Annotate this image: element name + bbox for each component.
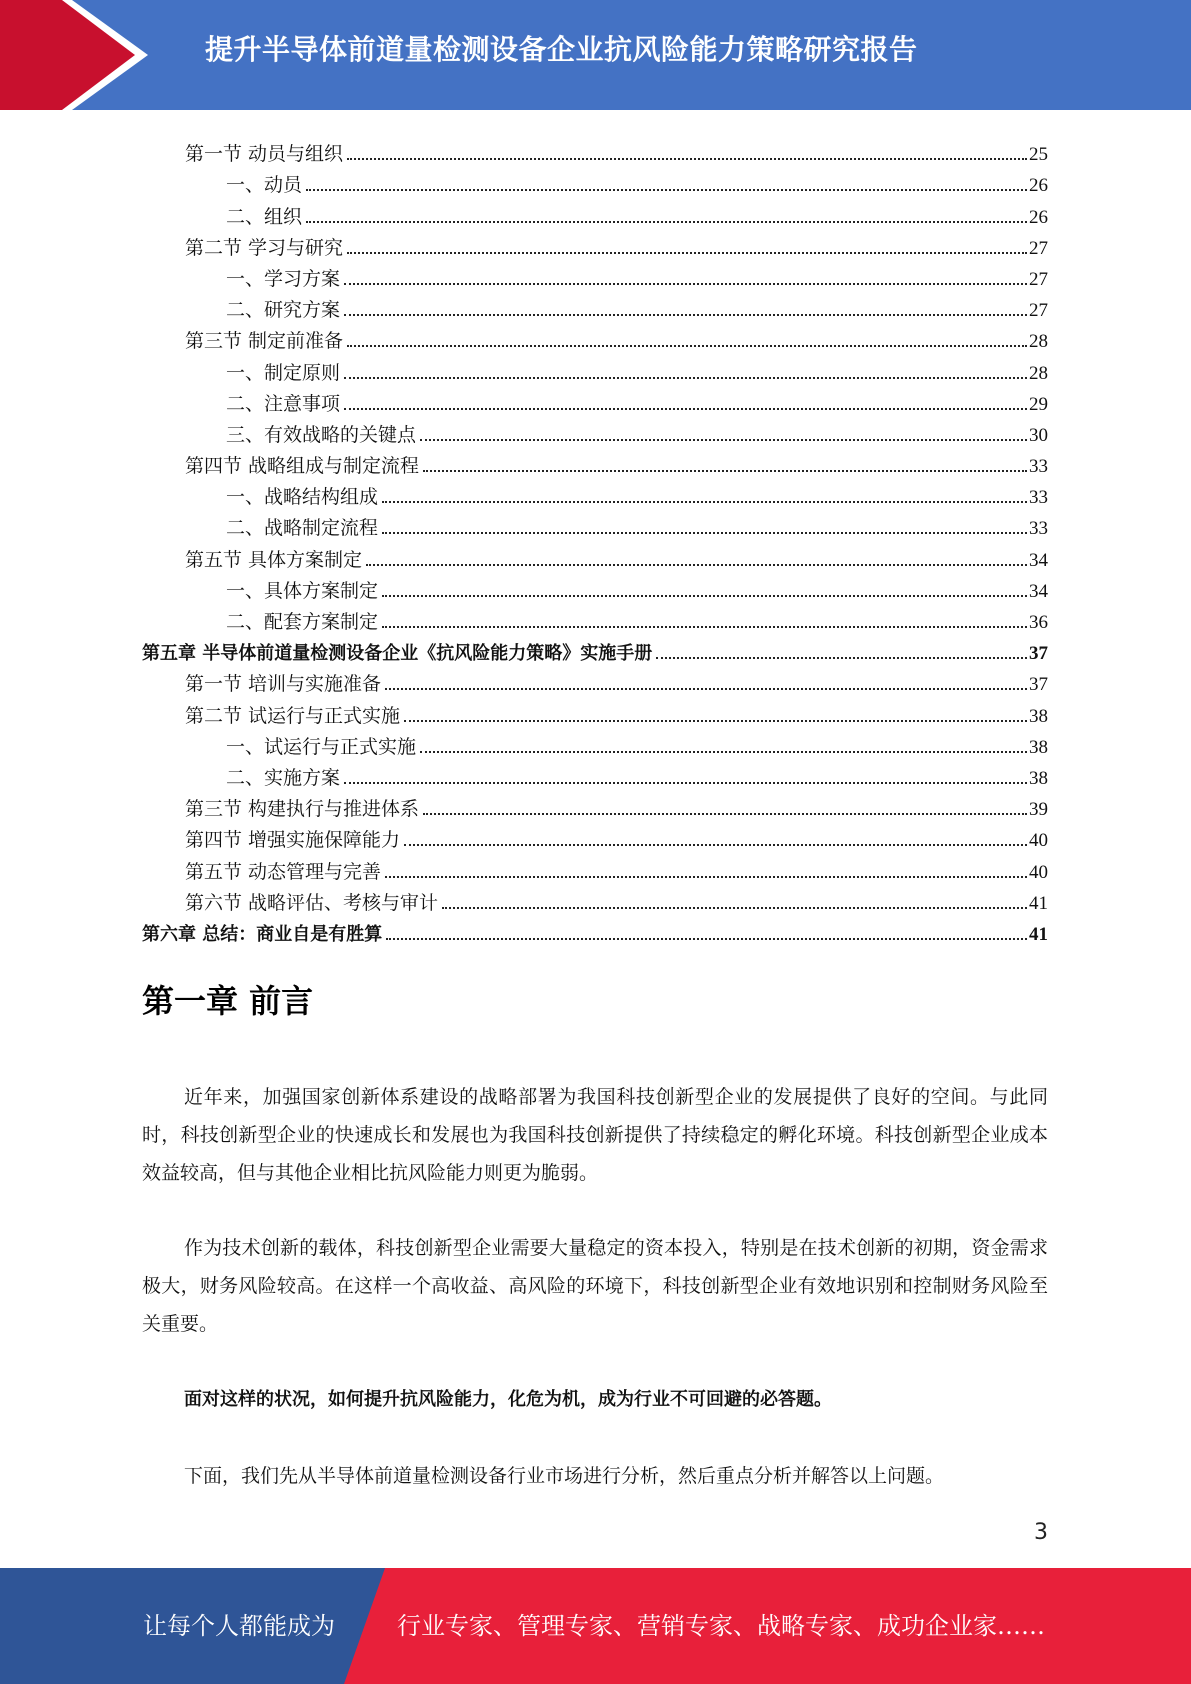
- paragraph-1: 近年来，加强国家创新体系建设的战略部署为我国科技创新型企业的发展提供了良好的空间。与此同时，科技创新型企业的快速成长和发展也为我国科技创新提供了持续稳定的孵化环境。科技创新型企业成本效益较高，但与其他企业相比抗风险能力则更为脆弱。: [142, 1086, 1048, 1184]
- toc-entry-title: 二、配套方案制定: [226, 611, 379, 633]
- toc-dot-leader: [423, 439, 1027, 472]
- toc-entry-title: 一、学习方案: [226, 267, 341, 290]
- toc-entry-title: 第六节 战略评估、考核与审计: [185, 891, 439, 914]
- toc-page-number: 27: [1029, 300, 1048, 322]
- toc-page-number: 25: [1029, 144, 1048, 166]
- paragraph-2: 作为技术创新的载体，科技创新型企业需要大量稳定的资本投入，特别是在技术创新的初期，资金需求极大，财务风险较高。在这样一个高收益、高风险的环境下，科技创新型企业有效地识别和控制财务风险至关重要。: [142, 1237, 1048, 1335]
- toc-page-number: 41: [1029, 892, 1048, 914]
- toc-page-number: 30: [1029, 424, 1048, 446]
- paragraph-3-emphasis: 面对这样的状况，如何提升抗风险能力，化危为机，成为行业不可回避的必答题。: [184, 1389, 832, 1410]
- toc-entry-title: 二、实施方案: [226, 766, 341, 789]
- toc-page-number: 28: [1029, 331, 1048, 353]
- toc-entry-title: 二、研究方案: [226, 299, 341, 322]
- toc-page-number: 37: [1029, 674, 1048, 696]
- toc-page-number: 38: [1029, 705, 1048, 727]
- footer-slogan-right: 行业专家、管理专家、营销专家、战略专家、成功企业家……: [397, 1612, 1045, 1640]
- toc-page-number: 41: [1029, 923, 1048, 945]
- toc-dot-leader: [385, 844, 1027, 877]
- toc-dot-leader: [382, 564, 1027, 597]
- toc-entry-title: 第四节 战略组成与制定流程: [185, 455, 420, 478]
- toc-entry-title: 第五节 具体方案制定: [185, 548, 363, 571]
- report-title: 提升半导体前道量检测设备企业抗风险能力策略研究报告: [205, 33, 918, 66]
- toc-entry-title: 一、试运行与正式实施: [226, 735, 417, 758]
- toc-dot-leader: [347, 314, 1027, 347]
- toc-page-number: 33: [1029, 518, 1048, 540]
- table-of-contents: [142, 127, 1048, 945]
- toc-dot-leader: [420, 720, 1027, 753]
- toc-dot-leader: [442, 876, 1027, 909]
- toc-entry-section[interactable]: [142, 127, 1048, 166]
- toc-page-number: 34: [1029, 549, 1048, 571]
- toc-page-number: 26: [1029, 175, 1048, 197]
- toc-entry-title: 二、注意事项: [226, 392, 341, 415]
- toc-entry-title: 三、有效战略的关键点: [226, 423, 417, 446]
- toc-entry-title: 第三节 制定前准备: [185, 330, 344, 353]
- toc-dot-leader: [656, 626, 1027, 659]
- paragraph-4: 下面，我们先从半导体前道量检测设备行业市场进行分析，然后重点分析并解答以上问题。: [184, 1465, 945, 1487]
- toc-page-number: 28: [1029, 362, 1048, 384]
- toc-dot-leader: [347, 221, 1027, 254]
- toc-dot-leader: [385, 657, 1027, 690]
- toc-dot-leader: [404, 813, 1027, 846]
- toc-dot-leader: [344, 283, 1027, 316]
- toc-entry-title: 第五章 半导体前道量检测设备企业《抗风险能力策略》实施手册: [142, 643, 653, 665]
- toc-page-number: 37: [1029, 643, 1048, 665]
- toc-entry-title: 第六章 总结：商业自是有胜算: [142, 923, 383, 945]
- footer-banner: [0, 1568, 1191, 1684]
- toc-page-number: 40: [1029, 861, 1048, 883]
- toc-dot-leader: [347, 127, 1027, 160]
- toc-page-number: 26: [1029, 206, 1048, 228]
- toc-dot-leader: [344, 345, 1027, 378]
- toc-page-number: 40: [1029, 830, 1048, 852]
- toc-dot-leader: [386, 907, 1027, 940]
- toc-entry-title: 第三节 构建执行与推进体系: [185, 798, 420, 821]
- footer-slogan-left: 让每个人都能成为: [143, 1612, 335, 1640]
- toc-dot-leader: [366, 532, 1027, 565]
- toc-entry-title: 一、具体方案制定: [226, 579, 379, 602]
- toc-page-number: 34: [1029, 580, 1048, 602]
- toc-dot-leader: [420, 408, 1027, 441]
- toc-entry-title: 第二节 试运行与正式实施: [185, 704, 401, 727]
- toc-page-number: 33: [1029, 487, 1048, 509]
- toc-entry-title: 第二节 学习与研究: [185, 236, 344, 259]
- toc-dot-leader: [344, 377, 1027, 410]
- toc-entry-title: 第五节 动态管理与完善: [185, 860, 382, 883]
- toc-dot-leader: [404, 688, 1027, 721]
- toc-dot-leader: [344, 751, 1027, 784]
- toc-page-number: 27: [1029, 268, 1048, 290]
- toc-page-number: 39: [1029, 799, 1048, 821]
- toc-dot-leader: [344, 252, 1027, 285]
- chapter-heading: 第一章 前言: [142, 982, 314, 1020]
- toc-entry-title: 二、组织: [226, 205, 303, 228]
- toc-entry-title: 一、战略结构组成: [226, 486, 379, 509]
- toc-page-number: 29: [1029, 393, 1048, 415]
- toc-dot-leader: [382, 501, 1027, 534]
- toc-entry-title: 第一节 动员与组织: [185, 143, 344, 166]
- toc-page-number: 36: [1029, 612, 1048, 633]
- toc-dot-leader: [306, 189, 1027, 222]
- page-number: 3: [1034, 1520, 1048, 1545]
- toc-dot-leader: [382, 470, 1027, 503]
- toc-entry-title: 二、战略制定流程: [226, 517, 379, 540]
- toc-entry-title: 一、制定原则: [226, 361, 341, 384]
- toc-page-number: 33: [1029, 456, 1048, 478]
- header-banner: [0, 0, 1191, 110]
- toc-dot-leader: [423, 782, 1027, 815]
- toc-page-number: 27: [1029, 237, 1048, 259]
- toc-entry-title: 第一节 培训与实施准备: [185, 673, 382, 696]
- toc-dot-leader: [306, 158, 1027, 191]
- toc-entry-title: 第四节 增强实施保障能力: [185, 829, 401, 852]
- toc-page-number: 38: [1029, 767, 1048, 789]
- toc-page-number: 38: [1029, 736, 1048, 758]
- toc-entry-title: 一、动员: [226, 174, 303, 197]
- toc-dot-leader: [382, 595, 1027, 628]
- header-arrow-decoration: [0, 0, 150, 110]
